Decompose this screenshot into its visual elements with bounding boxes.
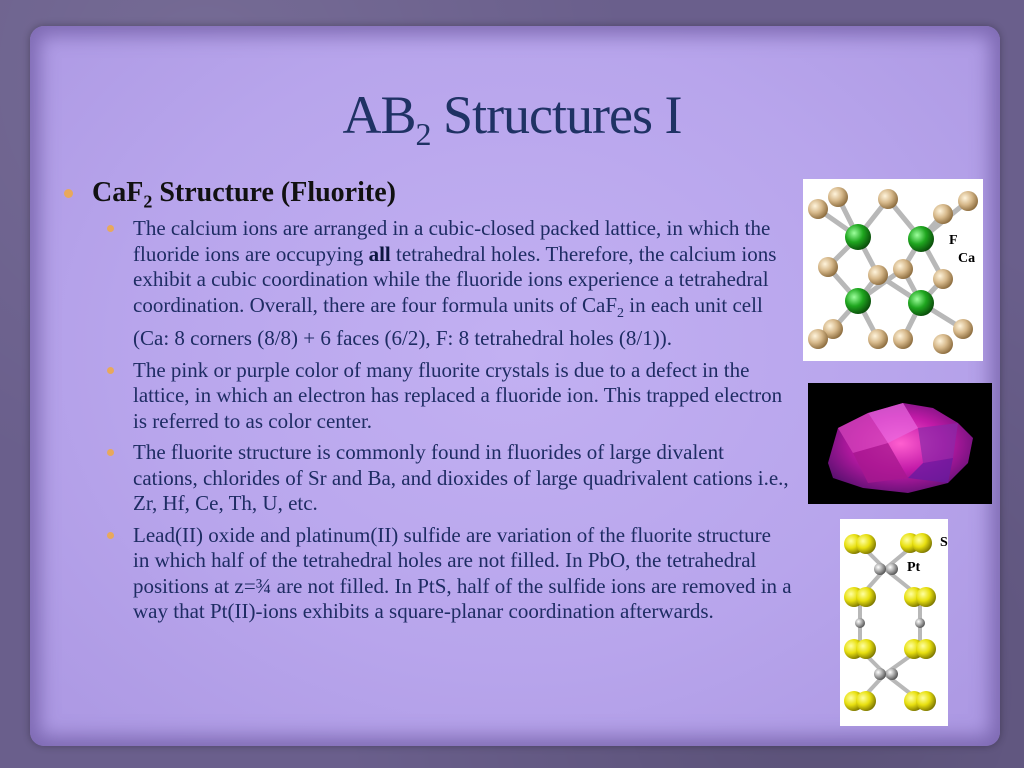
pts-lattice-graphic xyxy=(840,519,948,726)
slide-title: $AB_2$ Structures I xyxy=(342,85,682,152)
pts-structure-image xyxy=(840,519,948,726)
label-f: F xyxy=(949,233,958,248)
label-pt: Pt xyxy=(907,560,921,575)
main-bullet-text: CaF$_2$ Structure (Fluorite) xyxy=(92,177,396,212)
bullet-dot xyxy=(107,225,114,232)
fluorite-crystal-photo xyxy=(808,383,992,504)
sub-bullet-list xyxy=(104,216,792,631)
main-bullet-caf2 xyxy=(64,177,396,213)
sub-bullet-variations: Lead(II) oxide and platinum(II) sulfide are variation of the fluorite structure in which half of the tetrahedral holes are not filled. In PbO, the tetrahedral positions at z=¾ are not filled. In PtS, half of the sulfide ions are removed in a way that Pt(II)-ions exhibits a square-planar coordination afterwards. xyxy=(104,523,792,625)
label-s: S xyxy=(940,535,948,550)
bullet-dot xyxy=(107,449,114,456)
sub-bullet-calcium-lattice: The calcium ions are arranged in a cubic-closed packed lattice, in which the fluoride ions are occupying all tetrahedral holes. Therefore, the calcium ions exhibit a cubic coordination while the fluoride ions experience a tetrahedral coordination. Overall, there are four formula units of CaF$_2$ in each unit cell (Ca: 8 corners (8/8) + 6 faces (6/2), F: 8 tetrahedral holes (8/1)). xyxy=(104,216,792,352)
sub-bullet-color-center: The pink or purple color of many fluorite crystals is due to a defect in the lattice, in which an electron has replaced a fluoride ion. This trapped electron is referred to as color center. xyxy=(104,358,792,435)
sub-bullet-occurrence: The fluorite structure is commonly found in fluorides of large divalent cations, chlorides of Sr and Ba, and dioxides of large quadrivalent cations i.e., Zr, Hf, Ce, Th, U, etc. xyxy=(104,440,792,517)
fluorite-structure-image xyxy=(803,179,983,361)
label-ca: Ca xyxy=(958,251,976,266)
crystal-graphic xyxy=(808,383,992,504)
fluorite-lattice-graphic xyxy=(803,179,983,361)
bullet-dot xyxy=(64,189,73,198)
bullet-dot xyxy=(107,367,114,374)
bullet-dot xyxy=(107,532,114,539)
